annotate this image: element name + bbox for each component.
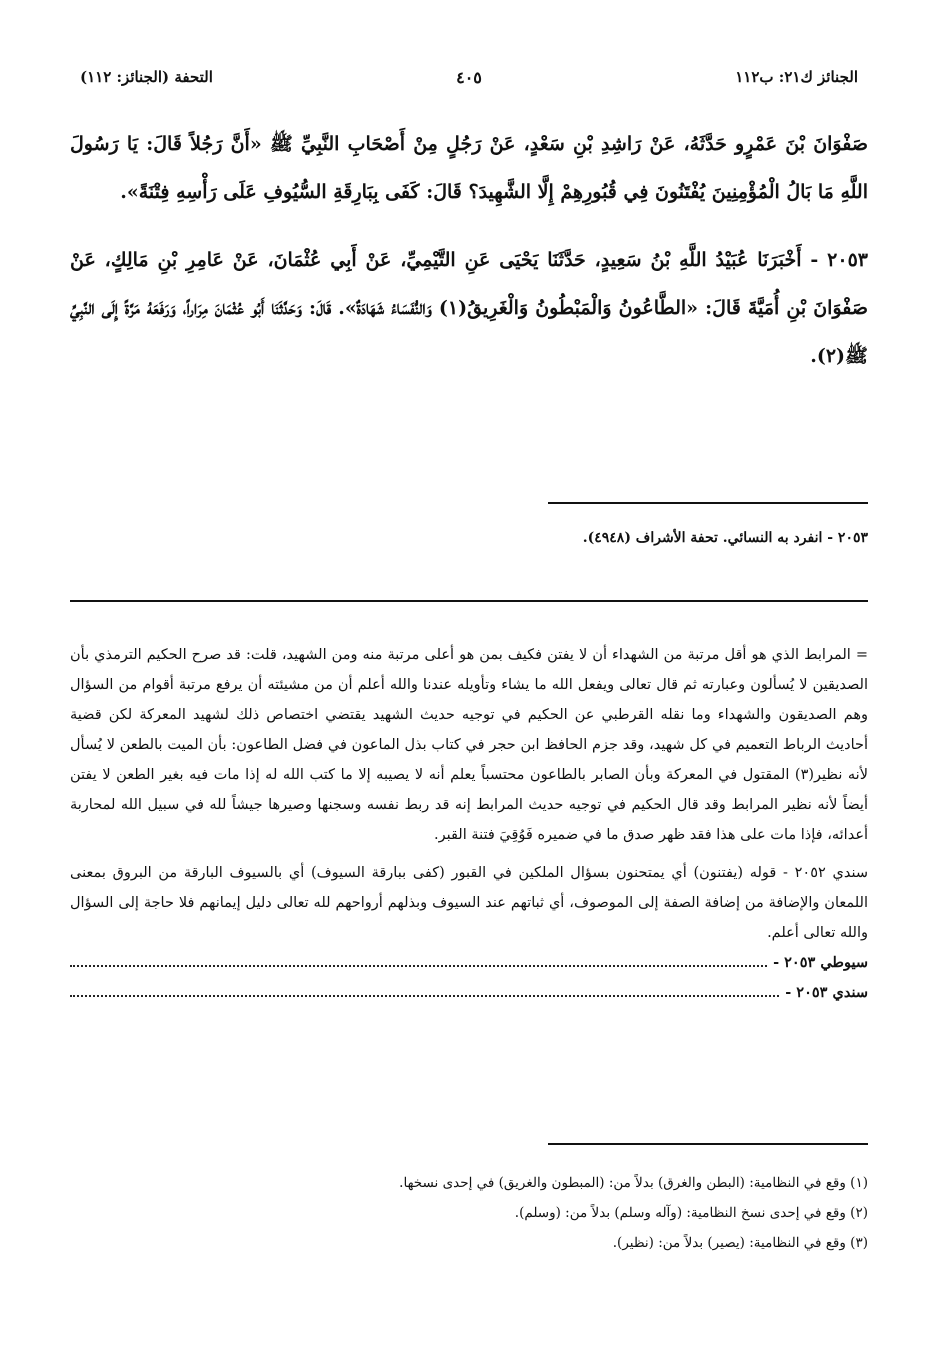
- commentary-divider: [70, 600, 868, 602]
- sindi-2053-line: [70, 978, 868, 1008]
- commentary-continuation: = المرابط الذي هو أقل مرتبة من الشهداء أن لا يفتن فكيف بمن هو أعلى مرتبة منه ومن الشهيد، قلت: قد صرح الحكيم الترمذي بأن الصديقين لا يُسألون وعبارته ثم قال تعالى ويفعل الله ما يشاء وتأويله عندنا والله أعلم أن من مشيئته أن يرفع مرتبة أقوام من السؤال وهم الصديقون والشهداء وما نقله القرطبي عن الحكيم في توجيه حديث الشهيد يقتضي اختصاص ذلك لشهيد المعركة لكن قضية أحاديث الرباط التعميم في كل شهيد، وقد جزم الحافظ ابن حجر في كتاب بذل الماعون في فضل الطاعون: بأن الميت بالطعن لا يُسأل لأنه نظير(٣) المقتول في المعركة وبأن الصابر بالطاعون محتسباً يعلم أنه لا يصيبه إلا ما كتب الله له إذا مات فيه بغير الطعن لا يفتن أيضاً لأنه نظير المرابط وقد قال الحكيم في توجيه حديث المرابط إنه قد ربط نفسه وسجنها وصيرها جيشاً لله في سبيل الله لمحاربة أعدائه، فإذا مات على هذا فقد ظهر صدق ما في ضميره فَوُقِيَ فتنة القبر.: [70, 647, 868, 843]
- running-header: [80, 62, 858, 92]
- hadith-text: [70, 120, 868, 380]
- footnotes-divider: [548, 1143, 868, 1145]
- suyuti-2053-line: [70, 948, 868, 978]
- header-chapter-ref: الجنائز ك٢١: ب١١٢: [735, 68, 858, 86]
- footnote-1: (١) وقع في النظامية: (البطن والغرق) بدلاً من: (المبطون والغريق) في إحدى نسخها.: [399, 1175, 868, 1191]
- takhrij-divider: [548, 502, 868, 504]
- dotted-leader: [70, 985, 779, 997]
- footnote-2: (٢) وقع في إحدى نسخ النظامية: (وآله وسلم) بدلاً من: (وسلم).: [514, 1205, 868, 1221]
- footnotes-section: [70, 1168, 868, 1258]
- sindi-2053-label: سندي ٢٠٥٣ -: [785, 984, 868, 1001]
- dotted-leader: [70, 955, 767, 967]
- hadith-2053: ٢٠٥٣ - أَخْبَرَنَا عُبَيْدُ اللَّهِ بْنُ سَعِيدٍ، حَدَّثَنَا يَحْيَى عَنِ التَّيْمِيِّ، عَنْ أَبِي عُثْمَانَ، عَنْ عَامِرِ بْنِ مَالِكٍ، عَنْ صَفْوَانَ بْنِ أُمَيَّةَ قَالَ: «الطَّاعُونُ وَالْمَبْطُونُ وَالْغَرِيقُ(١) وَالنُّفَسَاءُ شَهَادَةٌ». قَالَ: وَحَدَّثَنَا أَبُو عُثْمَانَ مِرَاراً، وَرَفَعَهُ مَرَّةً إِلَى النَّبِيِّ ﷺ(٢).: [70, 249, 869, 367]
- suyuti-2053-label: سيوطي ٢٠٥٣ -: [773, 954, 868, 971]
- sindi-2052-commentary: سندي ٢٠٥٢ - قوله (يفتنون) أي يمتحنون بسؤال الملكين في القبور (كفى ببارقة السيوف) أي بالسيوف البارقة من البروق بمعنى اللمعان والإضافة من إضافة الصفة إلى الموصوف، أي ثباتهم عند السيوف وبذلهم أرواحهم لله تعالى دليل إيمانهم فلا حاجة إلى السؤال والله تعالى أعلم.: [70, 865, 868, 941]
- commentary-section: [70, 640, 868, 1008]
- page-number: ٤٠٥: [456, 67, 482, 87]
- takhrij-note: ٢٠٥٣ - انفرد به النسائي. تحفة الأشراف (٤٩٤٨).: [582, 530, 868, 546]
- footnote-3: (٣) وقع في النظامية: (يصير) بدلاً من: (نظير).: [612, 1235, 868, 1251]
- hadith-2052-ending: صَفْوَانَ بْنَ عَمْرٍو حَدَّثَهُ، عَنْ رَاشِدِ بْنِ سَعْدٍ، عَنْ رَجُلٍ مِنْ أَصْحَابِ النَّبِيِّ ﷺ «أَنَّ رَجُلاً قَالَ: يَا رَسُولَ اللَّهِ مَا بَالُ الْمُؤْمِنِينَ يُفْتَنُونَ فِي قُبُورِهِمْ إِلَّا الشَّهِيدَ؟ قَالَ: كَفَى بِبَارِقَةِ السُّيُوفِ عَلَى رَأْسِهِ فِتْنَةً».: [70, 133, 868, 203]
- header-tuhfa-ref: التحفة (الجنائز: ١١٢): [80, 68, 213, 86]
